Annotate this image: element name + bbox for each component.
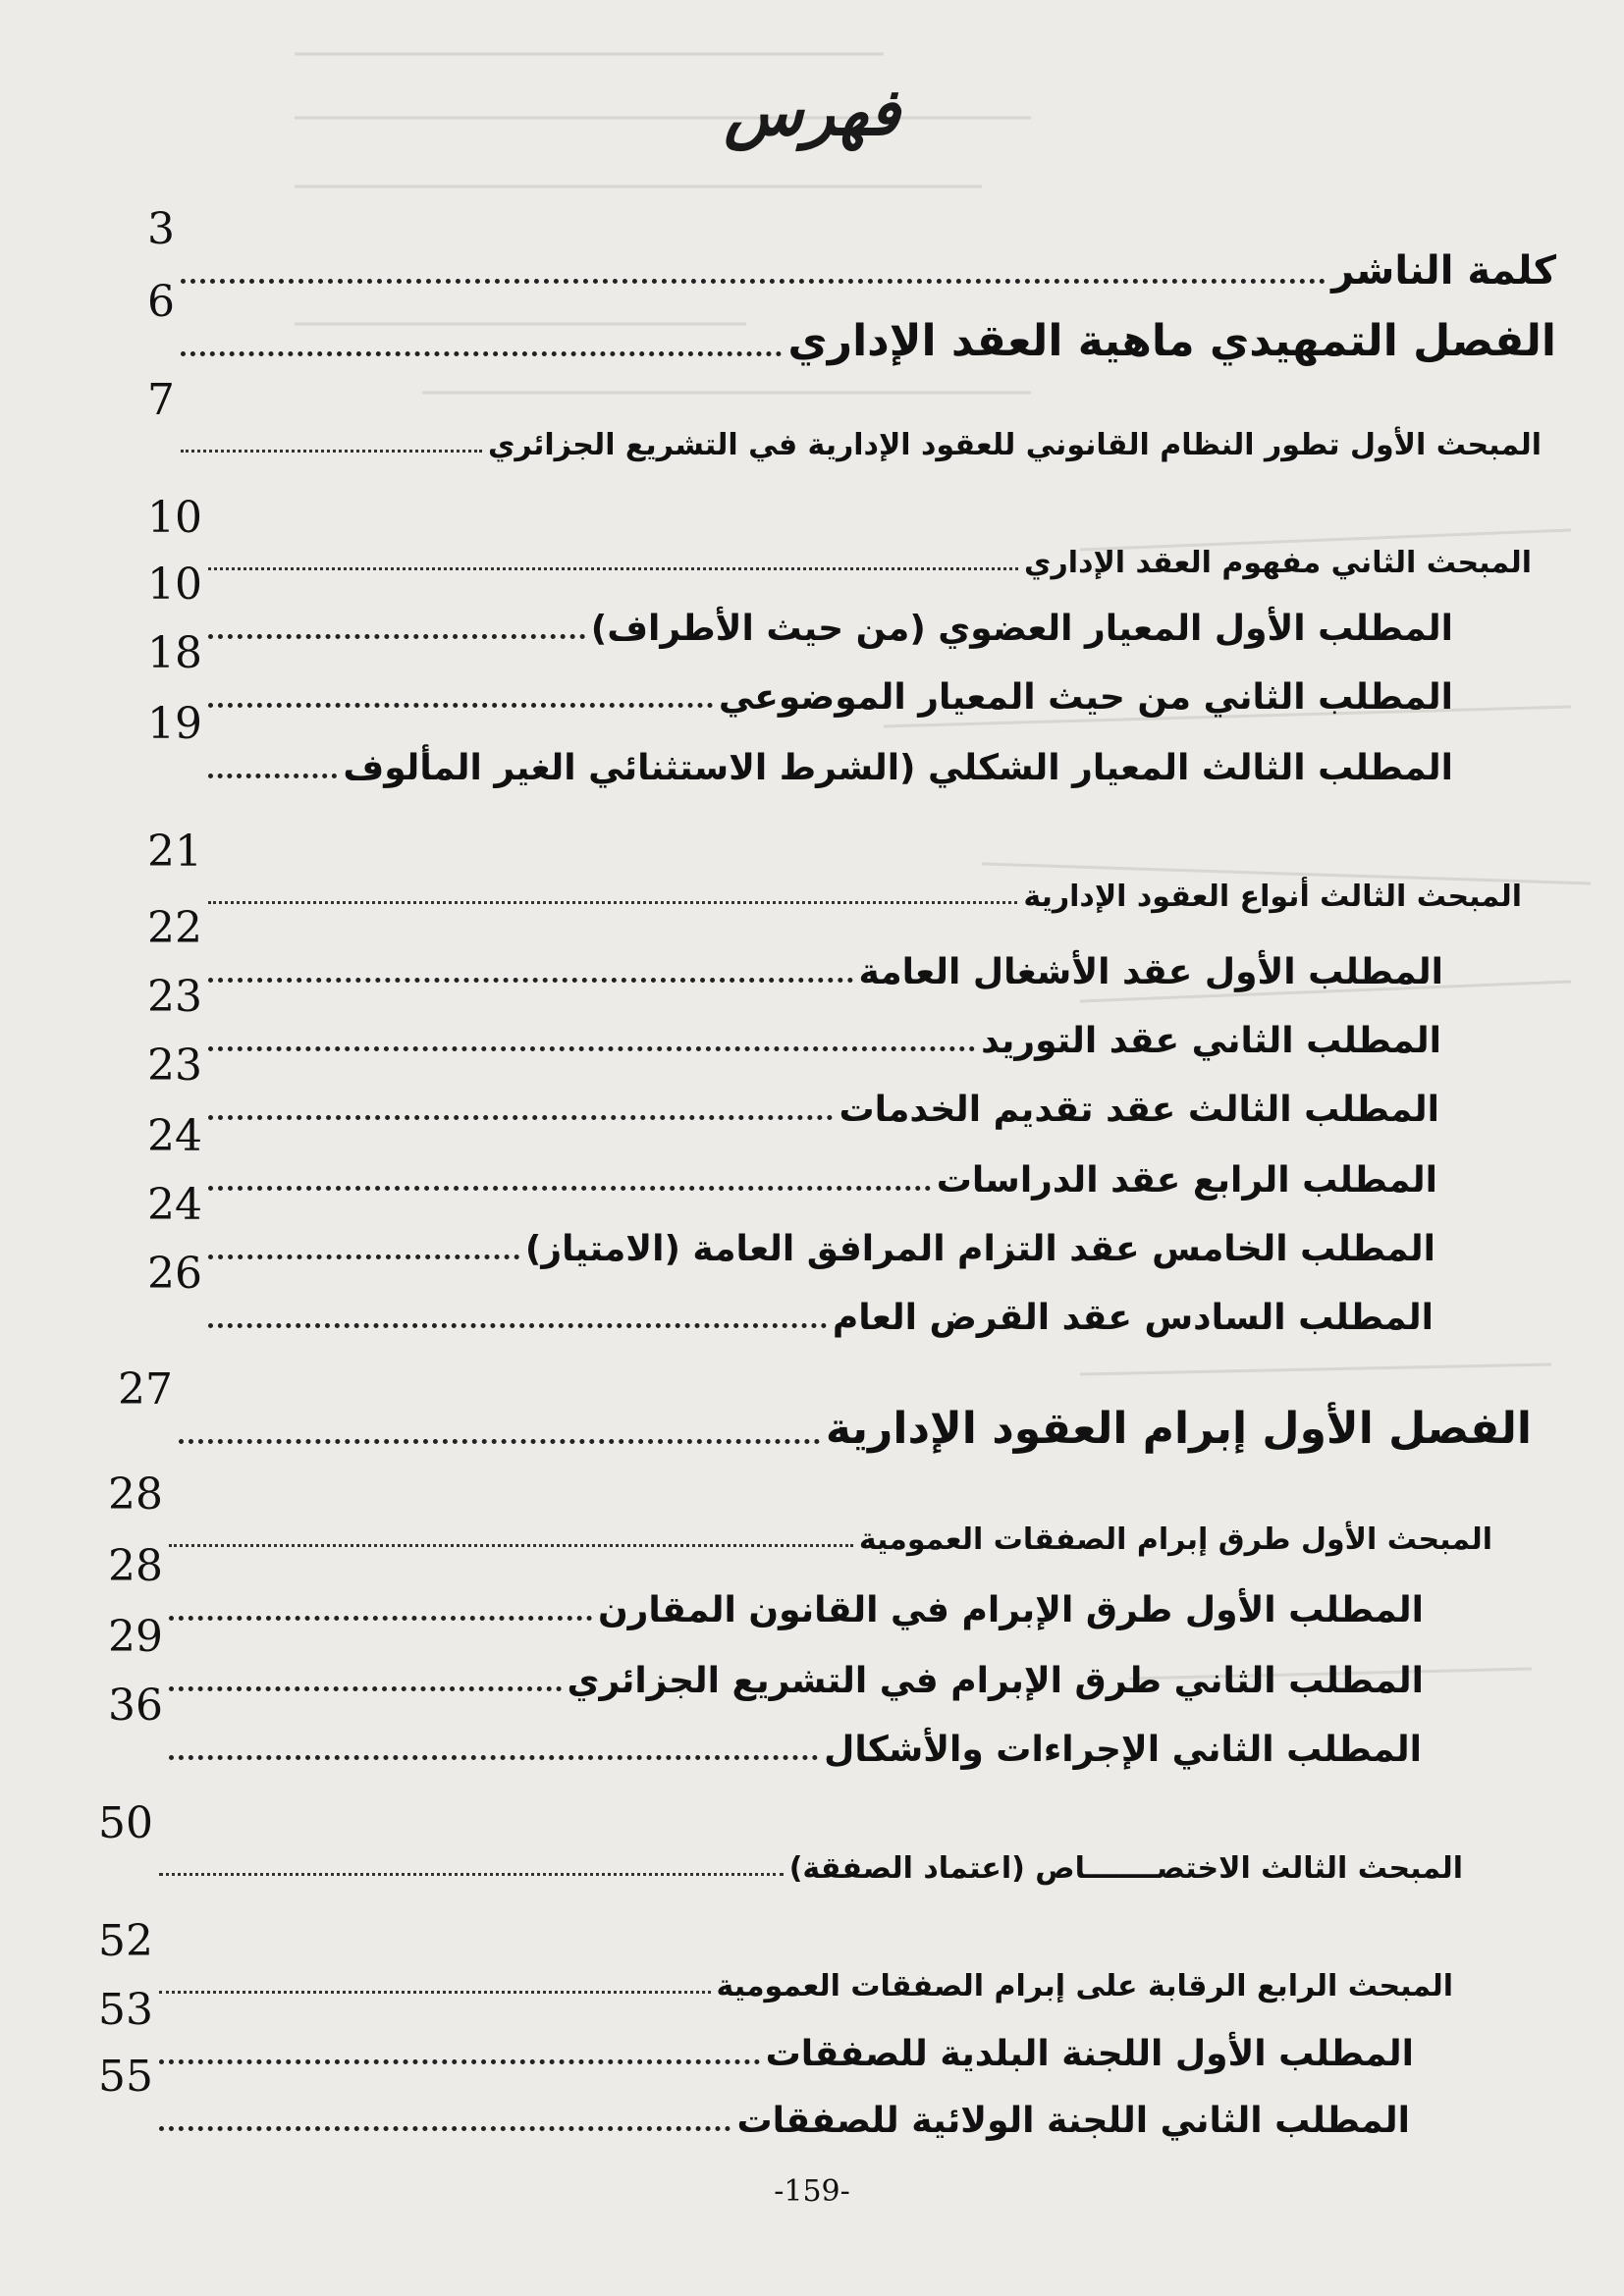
toc-entry[interactable] (98, 1798, 1463, 1886)
toc-entry[interactable] (147, 1249, 1434, 1338)
dot-leader (208, 901, 1017, 904)
toc-entry-page: 3 (147, 204, 175, 254)
toc-entry-label: المطلب الثاني اللجنة الولائية للصفقات (736, 2101, 1410, 2141)
toc-entry-label: المطلب الثاني عقد التوريد (981, 1021, 1441, 1061)
dot-leader (159, 1991, 711, 1994)
dot-leader (169, 1544, 853, 1547)
toc-entry-page: 55 (98, 2052, 153, 2102)
dot-leader (159, 2126, 731, 2131)
toc-entry-page: 28 (108, 1541, 163, 1591)
toc-entry[interactable] (147, 1041, 1439, 1130)
toc-entry[interactable] (147, 699, 1453, 788)
dot-leader (208, 567, 1018, 570)
toc-entry-label: المطلب الخامس عقد التزام المرافق العامة (الامتياز) (524, 1229, 1435, 1269)
toc-entry[interactable] (108, 1681, 1422, 1770)
toc-entry-label: المبحث الأول تطور النظام القانوني للعقود الإدارية في التشريع الجزائري (487, 428, 1542, 462)
dot-leader (208, 634, 585, 639)
dot-leader (208, 978, 853, 983)
toc-entry-label: المطلب الأول عقد الأشغال العامة (858, 952, 1443, 992)
toc-entry[interactable] (108, 1469, 1492, 1557)
dot-leader (159, 2059, 760, 2064)
toc-entry-label: المبحث الأول طرق إبرام الصفقات العمومية (858, 1522, 1492, 1557)
toc-entry-page: 18 (147, 628, 202, 678)
toc-entry-label: الفصل الأول إبرام العقود الإدارية (825, 1404, 1532, 1454)
toc-entry-page: 24 (147, 1180, 202, 1230)
toc-entry-page: 10 (147, 493, 202, 543)
toc-entry-page: 19 (147, 699, 202, 749)
toc-entry-page: 29 (108, 1612, 163, 1662)
dot-leader (208, 774, 337, 778)
toc-entry-page: 27 (118, 1364, 173, 1415)
toc-entry[interactable] (147, 972, 1441, 1061)
toc-entry-label: المبحث الثاني مفهوم العقد الإداري (1024, 546, 1532, 580)
toc-entry-label: المطلب الثالث المعيار الشكلي (الشرط الاستثنائي الغير المألوف (343, 748, 1453, 788)
toc-entry-page: 23 (147, 1041, 202, 1091)
page-number: -159- (774, 2174, 850, 2209)
toc-entry-label: المطلب السادس عقد القرض العام (832, 1298, 1434, 1338)
dot-leader (208, 1255, 519, 1259)
toc-entry[interactable] (147, 1111, 1437, 1201)
toc-entry-label: المبحث الثالث الاختصـــــــاص (اعتماد الصفقة) (788, 1851, 1463, 1886)
dot-leader (159, 1873, 784, 1876)
dot-leader (181, 351, 782, 356)
toc-entry-page: 53 (98, 1985, 153, 2035)
toc-entry-page: 36 (108, 1681, 163, 1731)
dot-leader (169, 1616, 592, 1621)
toc-entry-label: المبحث الرابع الرقابة على إبرام الصفقات العمومية (716, 1969, 1453, 2003)
toc-entry-page: 22 (147, 903, 202, 953)
dot-leader (208, 1115, 833, 1120)
toc-entry[interactable] (147, 827, 1522, 914)
toc-entry-page: 6 (147, 277, 175, 327)
toc-entry-page: 50 (98, 1798, 153, 1848)
dot-leader (208, 1186, 931, 1191)
toc-entry[interactable] (108, 1541, 1424, 1630)
toc-entry[interactable] (147, 493, 1532, 580)
dot-leader (208, 1046, 975, 1051)
toc-entry-page: 28 (108, 1469, 163, 1520)
toc-entry-label: المطلب الأول اللجنة البلدية للصفقات (765, 2034, 1414, 2074)
toc-entry-page: 24 (147, 1111, 202, 1161)
toc-entry-page: 21 (147, 827, 202, 877)
toc-entry-page: 26 (147, 1249, 202, 1299)
toc-entry[interactable] (98, 1916, 1453, 2003)
dot-leader (179, 1439, 820, 1444)
toc-entry[interactable] (108, 1612, 1424, 1701)
dot-leader (181, 450, 482, 453)
dot-leader (181, 279, 1326, 284)
dot-leader (208, 703, 713, 708)
toc-entry-label: المطلب الرابع عقد الدراسات (936, 1160, 1437, 1201)
toc-entry-page: 52 (98, 1916, 153, 1966)
toc-entry-label: المطلب الأول طرق الإبرام في القانون المقارن (597, 1590, 1424, 1630)
toc-entry-page: 7 (147, 375, 175, 425)
page-title: فهرس (724, 74, 900, 150)
toc-entry-label: المطلب الثاني من حيث المعيار الموضوعي (718, 677, 1453, 718)
toc-entry-label: المطلب الثالث عقد تقديم الخدمات (839, 1090, 1439, 1130)
toc-entry-label: الفصل التمهيدي ماهية العقد الإداري (787, 316, 1556, 366)
toc-entry[interactable] (118, 1364, 1532, 1454)
toc-entry-label: المطلب الأول المعيار العضوي (من حيث الأطراف) (590, 609, 1453, 649)
toc-entry[interactable] (147, 560, 1453, 649)
dot-leader (208, 1323, 827, 1328)
toc-entry-page: 10 (147, 560, 202, 610)
toc-entry[interactable] (147, 375, 1542, 462)
toc-entry-label: كلمة الناشر (1331, 248, 1556, 294)
toc-entry-page: 23 (147, 972, 202, 1022)
toc-entry-label: المطلب الثاني الإجراءات والأشكال (824, 1730, 1422, 1770)
dot-leader (169, 1686, 562, 1691)
toc-entry[interactable] (147, 903, 1443, 992)
toc-entry[interactable] (147, 204, 1556, 294)
toc-entry-label: المطلب الثاني طرق الإبرام في التشريع الجزائري (567, 1661, 1424, 1701)
toc-entry-label: المبحث الثالث أنواع العقود الإدارية (1023, 880, 1522, 914)
toc-entry[interactable] (147, 277, 1556, 366)
dot-leader (169, 1755, 818, 1760)
